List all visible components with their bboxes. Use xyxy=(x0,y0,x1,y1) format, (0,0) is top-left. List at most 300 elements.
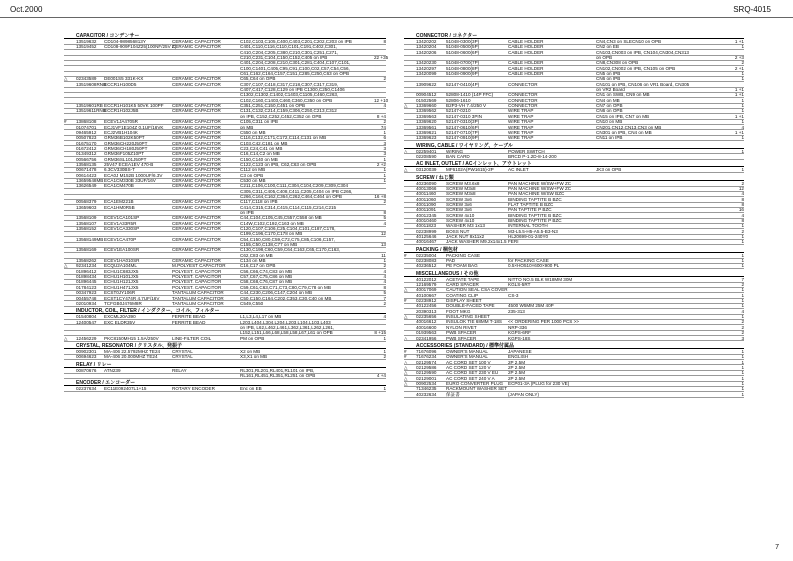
location-cell: CN201,CN12,CN13,CN3 on MB xyxy=(596,124,662,130)
location-cell: C122,C123 on IPB, C62,C63 on OPB xyxy=(240,161,317,167)
description-cell: SCREW 3x6 xyxy=(446,196,472,202)
quantity-cell: 1 xyxy=(741,386,744,392)
part-number-cell: 00694623 xyxy=(76,354,97,360)
location-cell: C120,C107,C106,C25,C104,C101,C187,C178, xyxy=(240,226,336,232)
type-cell: WIRE TRAP xyxy=(508,135,534,141)
quantity-cell: 12 +10 xyxy=(374,97,389,103)
quantity-cell: 1 xyxy=(741,167,744,173)
quantity-cell: 1 xyxy=(383,335,386,341)
quantity-cell: 1 xyxy=(741,108,744,114)
quantity-cell: 2 xyxy=(383,199,386,205)
location-cell: C1302,C1302,C1402,C1403,C1105,C460,C263, xyxy=(240,92,339,98)
section-title: CAPACITOR / コンデンサー xyxy=(64,33,386,39)
quantity-cell: 1 xyxy=(741,287,744,293)
type-cell: CERAMIC CAPACITOR xyxy=(172,108,221,114)
description-cell: B2P3-VH 7.4/250 V xyxy=(446,103,487,109)
description-cell: 25V47 ECEA1EV 470-B xyxy=(104,161,154,167)
quantity-cell: 2 xyxy=(741,60,744,66)
quantity-cell: 2 xyxy=(383,300,386,306)
part-row xyxy=(404,135,744,140)
quantity-cell: 1 xyxy=(741,263,744,269)
description-cell: 51048-0500(5P) xyxy=(446,44,480,50)
part-row xyxy=(404,167,744,172)
quantity-cell: 6 xyxy=(383,135,386,141)
part-number-cell: 01349312 xyxy=(76,151,97,157)
part-number-cell: 02235004 xyxy=(416,252,437,258)
description-cell: 51048-0800(8P) xyxy=(446,65,480,71)
location-cell: C351,C251,C150,C451 on OPB xyxy=(240,103,306,109)
quantity-cell: 4 xyxy=(741,191,744,197)
location-cell: C57,C67,C75,C86 on MB xyxy=(240,274,293,280)
part-number-cell: 40122456 xyxy=(416,303,437,309)
part-number-cell: 40016467 xyxy=(416,239,437,245)
mark-cell: △ xyxy=(64,335,68,341)
part-number-cell: 13369621 xyxy=(416,129,437,135)
part-number-cell: 02238912 xyxy=(416,298,437,304)
type-cell: FERRITE BEAD xyxy=(172,319,206,325)
location-cell: RL301,RL201,RL401,RL101 on IPB, xyxy=(240,367,315,373)
part-number-cell: 02129574 xyxy=(416,359,437,365)
part-number-cell: 13568109 xyxy=(76,215,97,221)
part-row xyxy=(404,239,744,244)
description-cell: ECEV1HA010SR xyxy=(104,258,140,264)
section-title: WIRING, CABLE / ワイヤリング、ケーブル xyxy=(404,143,744,149)
quantity-cell: 4 xyxy=(383,103,386,109)
location-cell: C550 on MB xyxy=(240,129,266,135)
type-cell: BINDING TAPTITE P BZC xyxy=(508,217,562,223)
location-cell: L1,L3,L4,L17 on MB xyxy=(240,314,282,320)
location-cell: C401,C110,C116,C110,C101,C191,C402,C301, xyxy=(240,44,338,50)
description-cell: CD104-989856813Y xyxy=(104,39,146,44)
part-number-cell: 13420230 xyxy=(416,60,437,66)
part-number-cell: 71676096 xyxy=(416,348,437,354)
description-cell: DISPLAY SHEET xyxy=(446,298,482,304)
description-cell: ECJ2VB1H104K xyxy=(104,129,138,135)
description-cell: 51048-0900(9P) xyxy=(446,71,480,77)
location-cell: C44,C104,C105,C45,C557,C558 on MB xyxy=(240,215,322,221)
quantity-cell: 1 xyxy=(741,44,744,50)
quantity-cell: 4 xyxy=(383,220,386,226)
part-number-cell: 02129590 xyxy=(416,370,437,376)
type-cell: POLYEST. CAPACITOR xyxy=(172,279,222,285)
part-number-cell: 02129586 xyxy=(416,364,437,370)
type-cell: CERAMIC CAPACITOR xyxy=(172,140,221,146)
location-cell: C3 on OPB xyxy=(240,172,264,178)
mark-cell: △ xyxy=(404,287,408,293)
part-number-cell: 40236512 xyxy=(416,263,437,269)
location-cell: C414,C315,C314,C415,C114,C115,C214,C215 xyxy=(240,204,337,210)
part-number-cell: 02341956 xyxy=(416,335,437,341)
part-number-cell: 01540804 xyxy=(76,314,97,320)
description-cell: TCFGB0J476M8R xyxy=(104,300,142,306)
type-cell: CABLE HOLDER xyxy=(508,44,544,50)
type-cell: (JAPAN ONLY) xyxy=(508,391,539,397)
part-number-cell: 40125646 xyxy=(416,234,437,239)
part-row xyxy=(64,386,386,391)
description-cell: 52147-0310 3PIN xyxy=(446,113,483,119)
header-date: Oct.2000 xyxy=(10,5,43,14)
quantity-cell: 1 +1 xyxy=(734,39,744,44)
description-cell: ECA1CM470B xyxy=(104,183,134,189)
location-cell: CN6 on IPB xyxy=(596,76,621,82)
quantity-cell: 1 xyxy=(383,177,386,183)
type-cell: JAPANESE xyxy=(508,348,532,354)
location-cell: C16,C14,C2 on MB xyxy=(240,151,280,157)
parts-section xyxy=(404,175,744,245)
part-number-cell: 02208590 xyxy=(416,153,437,159)
description-cell: FOOT MKG xyxy=(446,308,471,314)
quantity-cell: 8 xyxy=(741,201,744,207)
section-title: ACCESSORIES (STANDARD) / 標準付属品 xyxy=(404,343,744,349)
description-cell: SCREW 4x10 xyxy=(446,217,475,223)
header-model: SRQ-4015 xyxy=(733,5,771,14)
part-number-cell: 02129001 xyxy=(416,375,437,381)
part-number-cell: 00904512 xyxy=(416,92,437,98)
description-cell: RACKMOUNT WASHER SET xyxy=(446,386,507,392)
description-cell: ECHU1H121JX5 xyxy=(104,279,139,285)
quantity-cell: 13 xyxy=(380,242,386,248)
description-cell: ACETATE TAPE xyxy=(446,276,480,282)
type-cell: BRCD P-1.2D-8-14-200 xyxy=(508,153,557,159)
quantity-cell: 2 xyxy=(383,119,386,125)
type-cell: AC INLET xyxy=(508,167,529,173)
mark-cell: △ xyxy=(404,359,408,365)
location-cell: on IPB, L62,L462,L461,L362,L361,L262,L261, xyxy=(240,324,335,330)
type-cell: CERAMIC CAPACITOR xyxy=(172,119,221,125)
quantity-cell: 1 +1 xyxy=(734,87,744,93)
parts-list-right-column xyxy=(404,31,744,397)
description-cell: ECEV1CA101SP xyxy=(104,215,140,221)
quantity-cell: 4 xyxy=(741,212,744,218)
section-title: CONNECTOR / コネクター xyxy=(404,33,744,39)
part-number-cell: 40016600 xyxy=(416,324,437,330)
part-number-cell: 13519601RB xyxy=(76,103,103,109)
part-number-cell: 01784123 xyxy=(76,284,97,290)
description-cell: GRM36CH180J50PT xyxy=(104,145,148,151)
quantity-cell: 8 xyxy=(383,39,386,44)
location-cell: C210,C231,C104,C150,C152,C405 on IPB xyxy=(240,55,328,61)
location-cell: CN1 on SWB, CN9 on MB xyxy=(596,92,650,98)
description-cell: GRM36CH220J50PT xyxy=(104,140,148,146)
part-number-cell: 13420297 xyxy=(416,65,437,71)
quantity-cell: 1 xyxy=(741,148,744,154)
part-number-cell: 00507823 xyxy=(76,135,97,141)
description-cell: ECHU1C683JX5 xyxy=(104,268,139,274)
part-number-cell: 02238999 xyxy=(416,228,437,234)
part-number-cell: 13420204 xyxy=(416,44,437,50)
section-title: SCREW / ねじ類 xyxy=(404,175,744,181)
type-cell: HL20699-01-240Y0 xyxy=(508,234,549,239)
part-row xyxy=(64,354,386,359)
description-cell: 保証書 xyxy=(446,391,460,397)
quantity-cell: 8 xyxy=(383,284,386,290)
description-cell: ECEV1EA100SR xyxy=(104,247,140,253)
type-cell: POLYEST. CAPACITOR xyxy=(172,268,222,274)
location-cell: C155,C50,C138,C77 on MB xyxy=(240,242,298,248)
description-cell: INSULATING SHEET xyxy=(446,314,490,320)
part-number-cell: 13369562 xyxy=(416,108,437,114)
location-cell: CN2 on EB xyxy=(596,44,619,50)
quantity-cell: 3 xyxy=(383,140,386,146)
part-number-cell: 40013066 xyxy=(416,185,437,191)
quantity-cell: 1 +1 xyxy=(734,92,744,98)
part-number-cell: 13519452 xyxy=(76,44,97,50)
type-cell: 235-313 xyxy=(508,308,525,314)
description-cell: GRM36SL101J50PT xyxy=(104,156,147,162)
description-cell: GRM36F105Z10PT xyxy=(104,151,145,157)
quantity-cell: 1 xyxy=(741,370,744,376)
part-row xyxy=(404,336,744,341)
mark-cell: △ xyxy=(404,335,408,341)
location-cell: C112 on MB xyxy=(240,167,266,173)
description-cell: EXC ELDR35V xyxy=(104,319,136,325)
location-cell: on IPB, C152,C252,C452,C352 on OPB xyxy=(240,113,322,119)
part-number-cell: 02235656 xyxy=(416,314,437,320)
description-cell: ECEV1JA4705R xyxy=(104,119,138,125)
type-cell: CERAMIC CAPACITOR xyxy=(172,129,221,135)
parts-section xyxy=(404,143,744,160)
type-cell: CERAMIC CAPACITOR xyxy=(172,258,221,264)
quantity-cell: 1 xyxy=(383,167,386,173)
description-cell: AC CORD SET 230 V EU xyxy=(446,370,499,376)
part-number-cell: 02343589 xyxy=(76,76,97,82)
location-cell: X2 on MB xyxy=(240,348,261,354)
quantity-cell: 8 xyxy=(741,217,744,223)
description-cell: ECEV1CA330SP xyxy=(104,226,140,232)
quantity-cell: 2 +1 xyxy=(734,65,744,71)
description-cell: ECCR1H102J5B xyxy=(104,108,139,114)
description-cell: EC11E092407L1+15 xyxy=(104,386,147,392)
part-number-cell: 13369660 xyxy=(416,103,437,109)
quantity-cell: 1 xyxy=(383,156,386,162)
quantity-cell: 2 xyxy=(383,76,386,82)
description-cell: SCREW 3x6 xyxy=(446,207,472,213)
mark-cell: △ xyxy=(404,103,408,109)
type-cell: CERAMIC CAPACITOR xyxy=(172,215,221,221)
type-cell: POLYEST. CAPACITOR xyxy=(172,284,222,290)
part-number-cell: 09465912 xyxy=(76,129,97,135)
type-cell: CERAMIC CAPACITOR xyxy=(172,124,221,130)
location-cell: C116,C132,C171,C172,C114,C131 on MB xyxy=(240,135,327,141)
quantity-cell: 3 xyxy=(383,151,386,157)
description-cell: GRM36B102K50PT xyxy=(104,135,145,141)
quantity-cell: 1 xyxy=(741,71,744,77)
type-cell: CERAMIC CAPACITOR xyxy=(172,247,221,253)
description-cell: 51048-0300(3P) xyxy=(446,39,480,44)
location-cell: C407,C417,C128,C129 on IPB C1300,C250,C1406 xyxy=(240,87,345,93)
location-cell: RL161,RL451,RL351,RL251 on OPB xyxy=(240,372,316,378)
quantity-cell: 12 xyxy=(738,185,744,191)
part-number-cell: 40012345 xyxy=(416,212,437,218)
part-number-cell: 00614423 xyxy=(76,172,97,178)
quantity-cell: 1 xyxy=(741,391,744,397)
description-cell: WIRING xyxy=(446,148,464,154)
description-cell: INSULOK TIE 68MM T-18S xyxy=(446,319,502,325)
description-cell: COATING CLIP xyxy=(446,292,479,298)
quantity-cell: 2 xyxy=(741,180,744,186)
location-cell: Enc on EB xyxy=(240,386,262,392)
location-cell: CN5 on IPB xyxy=(596,71,621,77)
description-cell: CARD SPACER xyxy=(446,282,479,288)
quantity-cell: 8 +4 xyxy=(376,113,386,119)
description-cell: SCREW M3x8 xyxy=(446,191,476,197)
mark-cell: △ xyxy=(404,148,408,154)
description-cell: DE001S5 331K-KX xyxy=(104,76,144,82)
part-number-cell: 00870676 xyxy=(76,367,97,373)
part-number-cell: 13519611RNB xyxy=(76,108,106,114)
part-number-cell: 01939563 xyxy=(416,330,437,336)
location-cell: C65,C64 on OPB xyxy=(240,76,276,82)
type-cell: CERAMIC CAPACITOR xyxy=(172,135,221,141)
location-cell: C131,C132,C214,C159,C306,C250,C213,C312 xyxy=(240,108,337,114)
location-cell: C102,C103,C105,C400,C403,C201,C202,C203 on IPB xyxy=(240,39,352,44)
type-cell: PAN MACHINE W/SW BZC xyxy=(508,191,565,197)
location-cell: C117,C118 on IPB xyxy=(240,199,278,205)
part-number-cell: 02259401 xyxy=(416,148,437,154)
description-cell: ECHU1H471JX5 xyxy=(104,284,139,290)
description-cell: 52147-0310(3P) xyxy=(446,119,480,125)
part-number-cell: 13369623 xyxy=(416,135,437,141)
quantity-cell: 2 xyxy=(741,324,744,330)
location-cell: C54,C150,C80,C59,C72,C75,C85,C106,C157, xyxy=(240,236,335,242)
quantity-cell: 1 xyxy=(741,375,744,381)
part-number-cell: 01502569 xyxy=(416,97,437,103)
type-cell: CERAMIC CAPACITOR xyxy=(172,103,221,109)
location-cell: on MB xyxy=(240,124,254,130)
mark-cell: # xyxy=(404,354,407,360)
description-cell: 52806-1610 xyxy=(446,97,471,103)
location-cell: L152,L151,L66,L68,L58,L58,L67,L61 on OPB xyxy=(240,330,333,336)
description-cell: MF6102A(PW1615)-2P xyxy=(446,167,494,173)
parts-section xyxy=(64,362,386,379)
type-cell: CS-3 xyxy=(508,292,519,298)
quantity-cell: 2 xyxy=(741,330,744,336)
location-cell: CN11 on IPB xyxy=(596,135,623,141)
part-number-cell: 01675170 xyxy=(76,140,97,146)
type-cell: CERAMIC CAPACITOR xyxy=(172,76,221,82)
quantity-cell: 16 +8 xyxy=(374,193,386,199)
part-number-cell: 02237634 xyxy=(76,386,97,392)
type-cell: CERAMIC CAPACITOR xyxy=(172,167,221,173)
section-title: RELAY / リレー xyxy=(64,362,386,368)
part-number-cell: 02238083 xyxy=(416,258,437,264)
location-cell: C150,C140 on MB xyxy=(240,156,278,162)
location-cell: on VR2 Board xyxy=(596,87,625,93)
mark-cell: # xyxy=(404,298,407,304)
description-cell: JACK WASHER M9.2x14x1.5 xyxy=(446,239,507,245)
location-cell: C16,C17 on OPB xyxy=(240,263,276,269)
part-number-cell: 71346235 xyxy=(416,386,437,392)
location-cell: CN103,CN003 on IPB, CN104,CN304,CN313 xyxy=(596,49,689,55)
type-cell: WIRE TRAP xyxy=(508,119,534,125)
quantity-cell: 1 xyxy=(741,97,744,103)
type-cell: CABLE HOLDER xyxy=(508,39,544,44)
quantity-cell: 1 xyxy=(383,129,386,135)
location-cell: C307,C107,C418,C317,C218,C307,C317,C319, xyxy=(240,81,339,87)
quantity-cell: 1 xyxy=(741,359,744,365)
part-number-cell: 13568169 xyxy=(76,247,97,253)
part-row xyxy=(64,301,386,306)
type-cell: TANTALUM CAPACITOR xyxy=(172,290,224,296)
type-cell: CRYSTAL xyxy=(172,348,193,354)
description-cell: PAD xyxy=(446,258,456,264)
type-cell: CONNECTOR xyxy=(508,81,538,87)
part-number-cell: 40011460 xyxy=(416,191,437,197)
description-cell: EXCML20A390 xyxy=(104,314,136,320)
location-cell: CN7 on OPB xyxy=(596,103,623,109)
quantity-cell: 4 xyxy=(741,308,744,314)
type-cell: TANTALUM CAPACITOR xyxy=(172,300,224,306)
quantity-cell: 1 xyxy=(383,386,386,392)
quantity-cell: 1 xyxy=(741,364,744,370)
quantity-cell: 1 xyxy=(741,380,744,386)
type-cell: RELAY xyxy=(172,367,187,373)
type-cell: WIRE TRAP xyxy=(508,108,534,114)
description-cell: AC CORD SET 120 V xyxy=(446,364,491,370)
location-cell: C62,C83 on MB xyxy=(240,252,273,258)
type-cell: CERAMIC CAPACITOR xyxy=(172,199,221,205)
mark-cell: △ xyxy=(404,370,408,376)
location-cell: C59,C61,C63,C71,C73,C80,C79,C78 on MB xyxy=(240,284,331,290)
parts-section xyxy=(404,271,744,341)
quantity-cell: 1 xyxy=(741,292,744,298)
description-cell: ECHU1H101JX5 xyxy=(104,274,139,280)
quantity-cell: 1 xyxy=(741,314,744,320)
description-cell: 51048-0600(6P) xyxy=(446,49,480,55)
type-cell: CRYSTAL xyxy=(172,354,193,360)
quantity-cell: 1 xyxy=(741,348,744,354)
page-header xyxy=(0,0,793,20)
quantity-cell: 1 xyxy=(741,76,744,82)
quantity-cell: 1 xyxy=(383,258,386,264)
mark-cell: # xyxy=(64,119,67,125)
quantity-cell: 4 xyxy=(383,268,386,274)
quantity-cell: 1 +1 xyxy=(734,129,744,135)
quantity-cell: 1 xyxy=(741,223,744,229)
part-number-cell: 03120039 xyxy=(416,167,437,173)
type-cell: CABLE HOLDER xyxy=(508,71,544,77)
location-cell: CN301 on IPB, CN4 on MB xyxy=(596,129,652,135)
quantity-cell: 12 xyxy=(380,231,386,237)
location-cell: C102,C160,C1403,C460,C360,C350 on OPB xyxy=(240,97,333,103)
description-cell: SCREW M3x8 xyxy=(446,185,476,191)
mark-cell: # xyxy=(404,252,407,258)
description-cell: 51048-0700(7P) xyxy=(446,60,480,66)
section-title: AC INLET, OUTLET / ACインレット、アウトレット xyxy=(404,161,744,167)
type-cell: TANTALUM CAPACITOR xyxy=(172,295,224,301)
description-cell: ECJ1VF1E104Z 0.1UF/16VK xyxy=(104,124,164,130)
part-row xyxy=(404,392,744,397)
part-number-cell: 01898434 xyxy=(76,274,97,280)
part-number-cell: 40010460 xyxy=(416,217,437,223)
part-number-cell: 13568149MB xyxy=(76,236,104,242)
section-title: INDUCTOR, COIL, FILTER / インダクター、コイル、フィルター xyxy=(64,308,386,314)
mark-cell: # xyxy=(404,348,407,354)
header-rule xyxy=(0,17,793,18)
quantity-cell: 1 xyxy=(741,103,744,109)
quantity-cell: 7 xyxy=(741,276,744,282)
type-cell: FERRITE BEAD xyxy=(172,314,206,320)
location-cell: C410,C204,C205,C380,C210,C301,C251,C271, xyxy=(240,49,339,55)
description-cell: WASHER M3 1x13 xyxy=(446,223,485,229)
location-cell: C103,C42,C181 on MB xyxy=(240,140,288,146)
quantity-cell: 4 xyxy=(383,274,386,280)
part-number-cell: 13369561 xyxy=(416,124,437,130)
page-number: 7 xyxy=(775,544,779,551)
type-cell: ROTARY ENCODER xyxy=(172,386,215,392)
part-number-cell: 00455748 xyxy=(76,295,97,301)
parts-section xyxy=(64,380,386,391)
